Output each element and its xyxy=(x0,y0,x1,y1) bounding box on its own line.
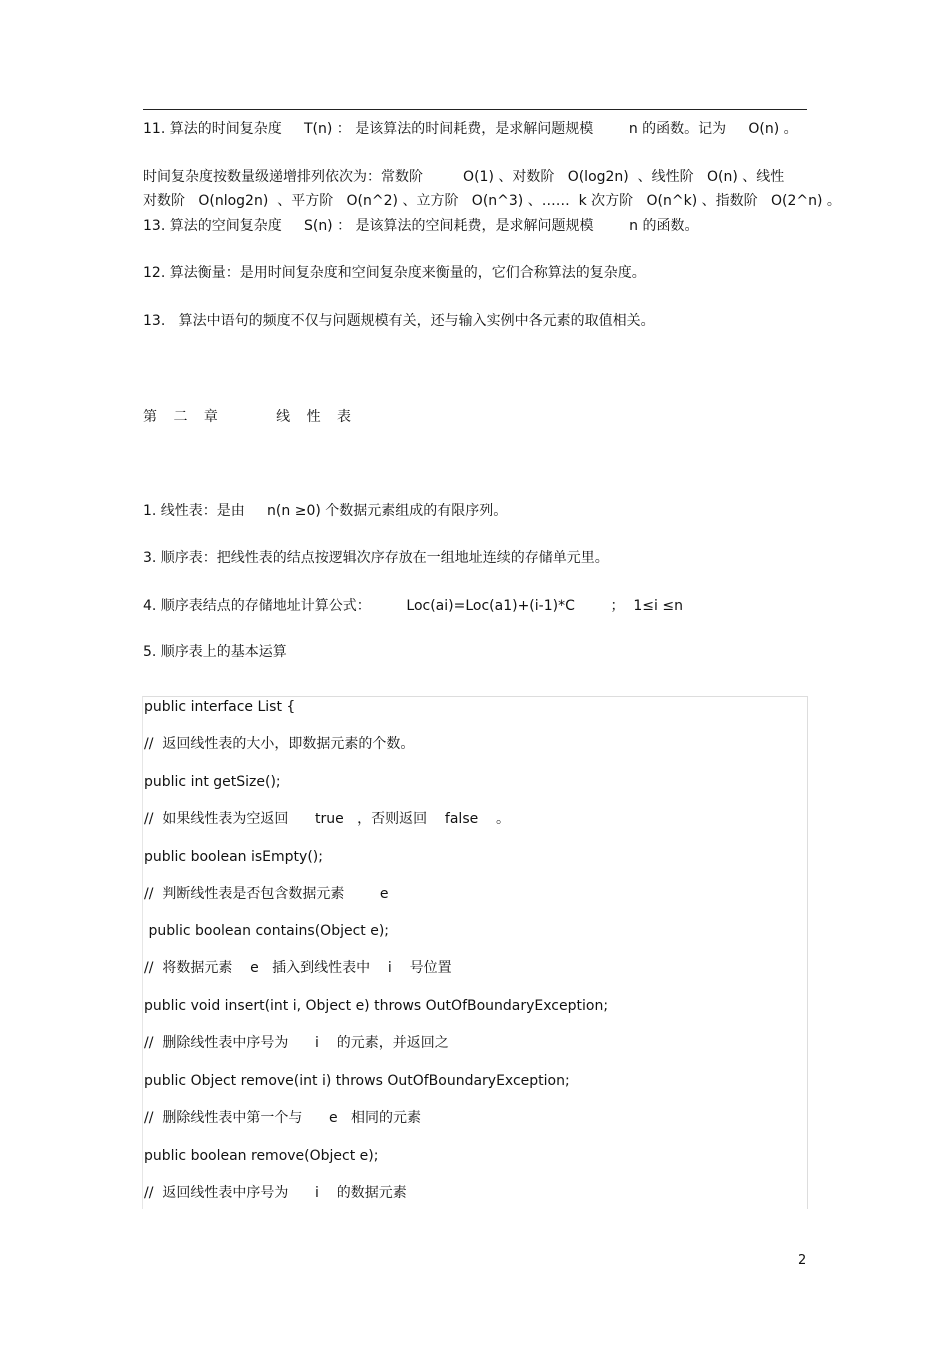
code-line: public boolean isEmpty(); xyxy=(144,849,323,865)
code-line: public interface List { xyxy=(144,699,296,715)
time-complexity-definition: 11. 算法的时间复杂度 T(n) ： 是该算法的时间耗费，是求解问题规模 n 的函数。记为 O(n) 。 xyxy=(143,121,798,137)
code-line: public boolean remove(Object e); xyxy=(144,1148,379,1164)
basic-operations-heading: 5. 顺序表上的基本运算 xyxy=(143,644,287,660)
code-comment: // 删除线性表中第一个与 e 相同的元素 xyxy=(144,1110,421,1126)
linear-list-definition: 1. 线性表：是由 n(n ≥0) 个数据元素组成的有限序列。 xyxy=(143,503,508,519)
address-formula-line: 4. 顺序表结点的存储地址计算公式： Loc(ai)=Loc(a1)+(i-1)*C ； 1≤i ≤n xyxy=(143,598,683,614)
code-comment: // 删除线性表中序号为 i 的元素，并返回之 xyxy=(144,1035,449,1051)
code-line: public int getSize(); xyxy=(144,774,281,790)
sequential-list-definition: 3. 顺序表：把线性表的结点按逻辑次序存放在一组地址连续的存储单元里。 xyxy=(143,550,609,566)
complexity-order-line-1: 时间复杂度按数量级递增排列依次为：常数阶 O(1) 、对数阶 O(log2n) 、线性阶 O(n) 、线性 xyxy=(143,169,785,185)
code-block xyxy=(142,696,808,1209)
statement-frequency-paragraph: 13. 算法中语句的频度不仅与问题规模有关，还与输入实例中各元素的取值相关。 xyxy=(143,313,655,329)
code-line: public Object remove(int i) throws OutOfBoundaryException; xyxy=(144,1073,570,1089)
code-line: public void insert(int i, Object e) throws OutOfBoundaryException; xyxy=(144,998,609,1014)
code-comment: // 如果线性表为空返回 true ，否则返回 false 。 xyxy=(144,811,511,827)
code-comment: // 将数据元素 e 插入到线性表中 i 号位置 xyxy=(144,960,452,976)
algorithm-measure-paragraph: 12. 算法衡量：是用时间复杂度和空间复杂度来衡量的，它们合称算法的复杂度。 xyxy=(143,265,646,281)
complexity-order-line-2: 对数阶 O(nlog2n) 、平方阶 O(n^2) 、立方阶 O(n^3) 、…… k 次方阶 O(n^k) 、指数阶 O(2^n) 。 xyxy=(143,193,841,209)
code-comment: // 返回线性表中序号为 i 的数据元素 xyxy=(144,1185,407,1201)
code-comment: // 判断线性表是否包含数据元素 e xyxy=(144,886,389,902)
page-number: 2 xyxy=(798,1253,807,1268)
code-line: public boolean contains(Object e); xyxy=(144,923,390,939)
space-complexity-definition: 13. 算法的空间复杂度 S(n) ： 是该算法的空间耗费，是求解问题规模 n 的函数。 xyxy=(143,218,699,234)
header-rule xyxy=(143,109,807,110)
chapter-title: 第 二 章 线 性 表 xyxy=(143,409,358,425)
code-comment: // 返回线性表的大小，即数据元素的个数。 xyxy=(144,736,415,752)
